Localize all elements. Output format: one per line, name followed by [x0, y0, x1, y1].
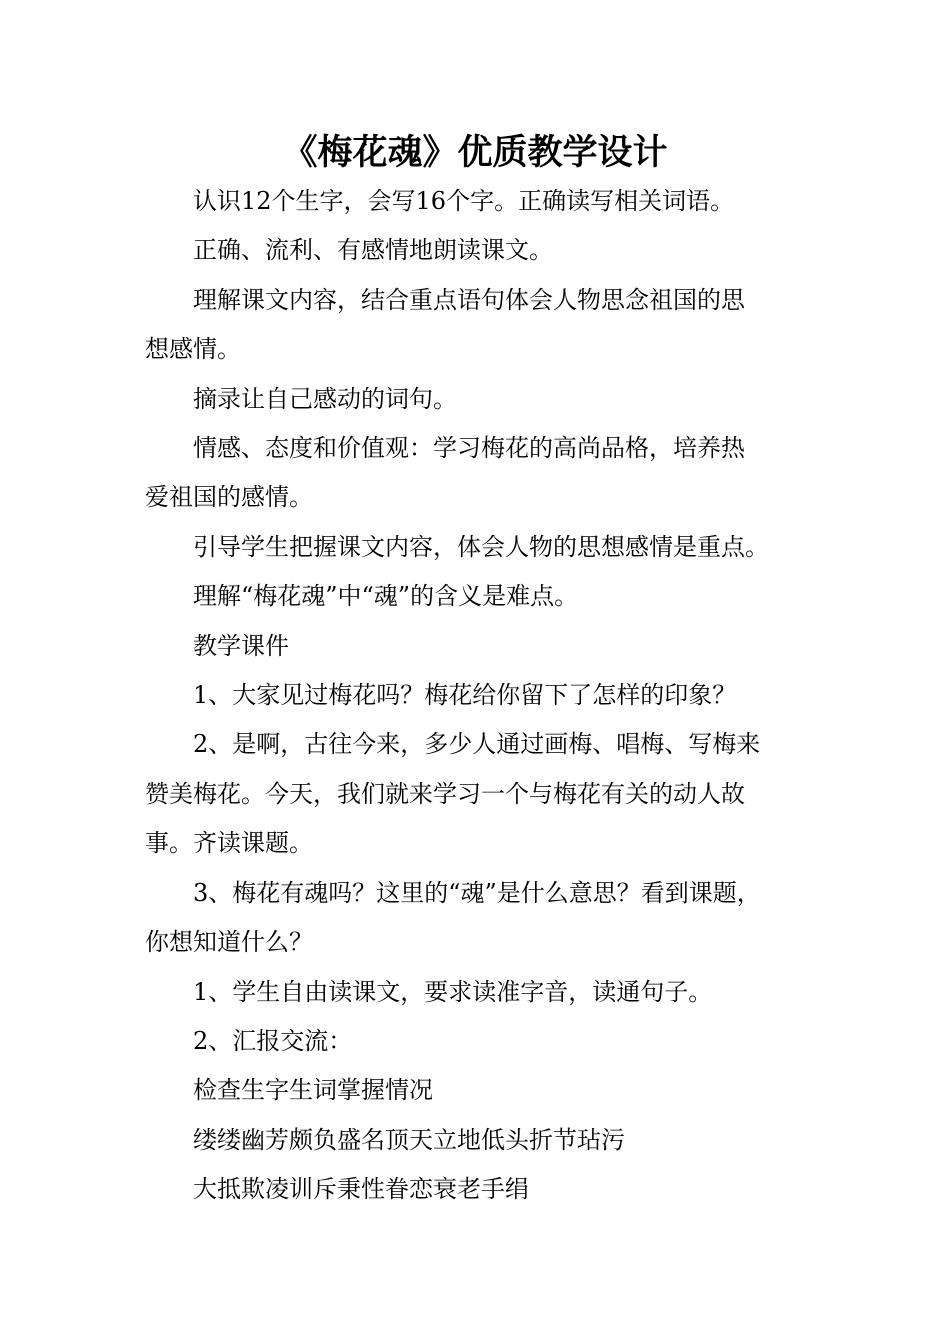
text-line: 正确、流利、有感情地朗读课文。 — [193, 236, 553, 265]
text-line: 1、大家见过梅花吗？梅花给你留下了怎样的印象？ — [193, 681, 737, 710]
document-body — [145, 177, 810, 1215]
text-line-continuation: 你想知道什么？ — [145, 928, 313, 957]
text-line-continuation: 事。齐读课题。 — [145, 829, 313, 858]
document-title: 《梅花魂》优质教学设计 — [282, 132, 668, 173]
text-line-continuation: 赞美梅花。今天，我们就来学习一个与梅花有关的动人故 — [145, 779, 745, 808]
text-line-continuation: 想感情。 — [145, 335, 241, 364]
text-line: 3、梅花有魂吗？这里的“魂”是什么意思？看到课题， — [193, 878, 761, 907]
text-line: 摘录让自己感动的词句。 — [193, 384, 457, 413]
text-line: 大抵欺凌训斥秉性眷恋衰老手绢 — [193, 1175, 529, 1204]
text-line: 2、是啊，古往今来，多少人通过画梅、唱梅、写梅来 — [193, 730, 761, 759]
text-line: 理解“梅花魂”中“魂”的含义是难点。 — [193, 582, 579, 611]
text-line: 引导学生把握课文内容，体会人物的思想感情是重点。 — [193, 532, 769, 561]
text-line: 认识12个生字，会写16个字。正确读写相关词语。 — [193, 187, 735, 215]
text-line: 检查生字生词掌握情况 — [193, 1076, 433, 1105]
text-line: 1、学生自由读课文，要求读准字音，读通句子。 — [193, 977, 713, 1006]
text-line: 情感、态度和价值观：学习梅花的高尚品格，培养热 — [193, 434, 745, 463]
text-line: 教学课件 — [193, 631, 289, 660]
text-line-continuation: 爱祖国的感情。 — [145, 483, 313, 512]
text-line: 2、汇报交流： — [193, 1026, 353, 1055]
text-line: 缕缕幽芳颇负盛名顶天立地低头折节玷污 — [193, 1125, 625, 1154]
text-line: 理解课文内容，结合重点语句体会人物思念祖国的思 — [193, 285, 745, 314]
